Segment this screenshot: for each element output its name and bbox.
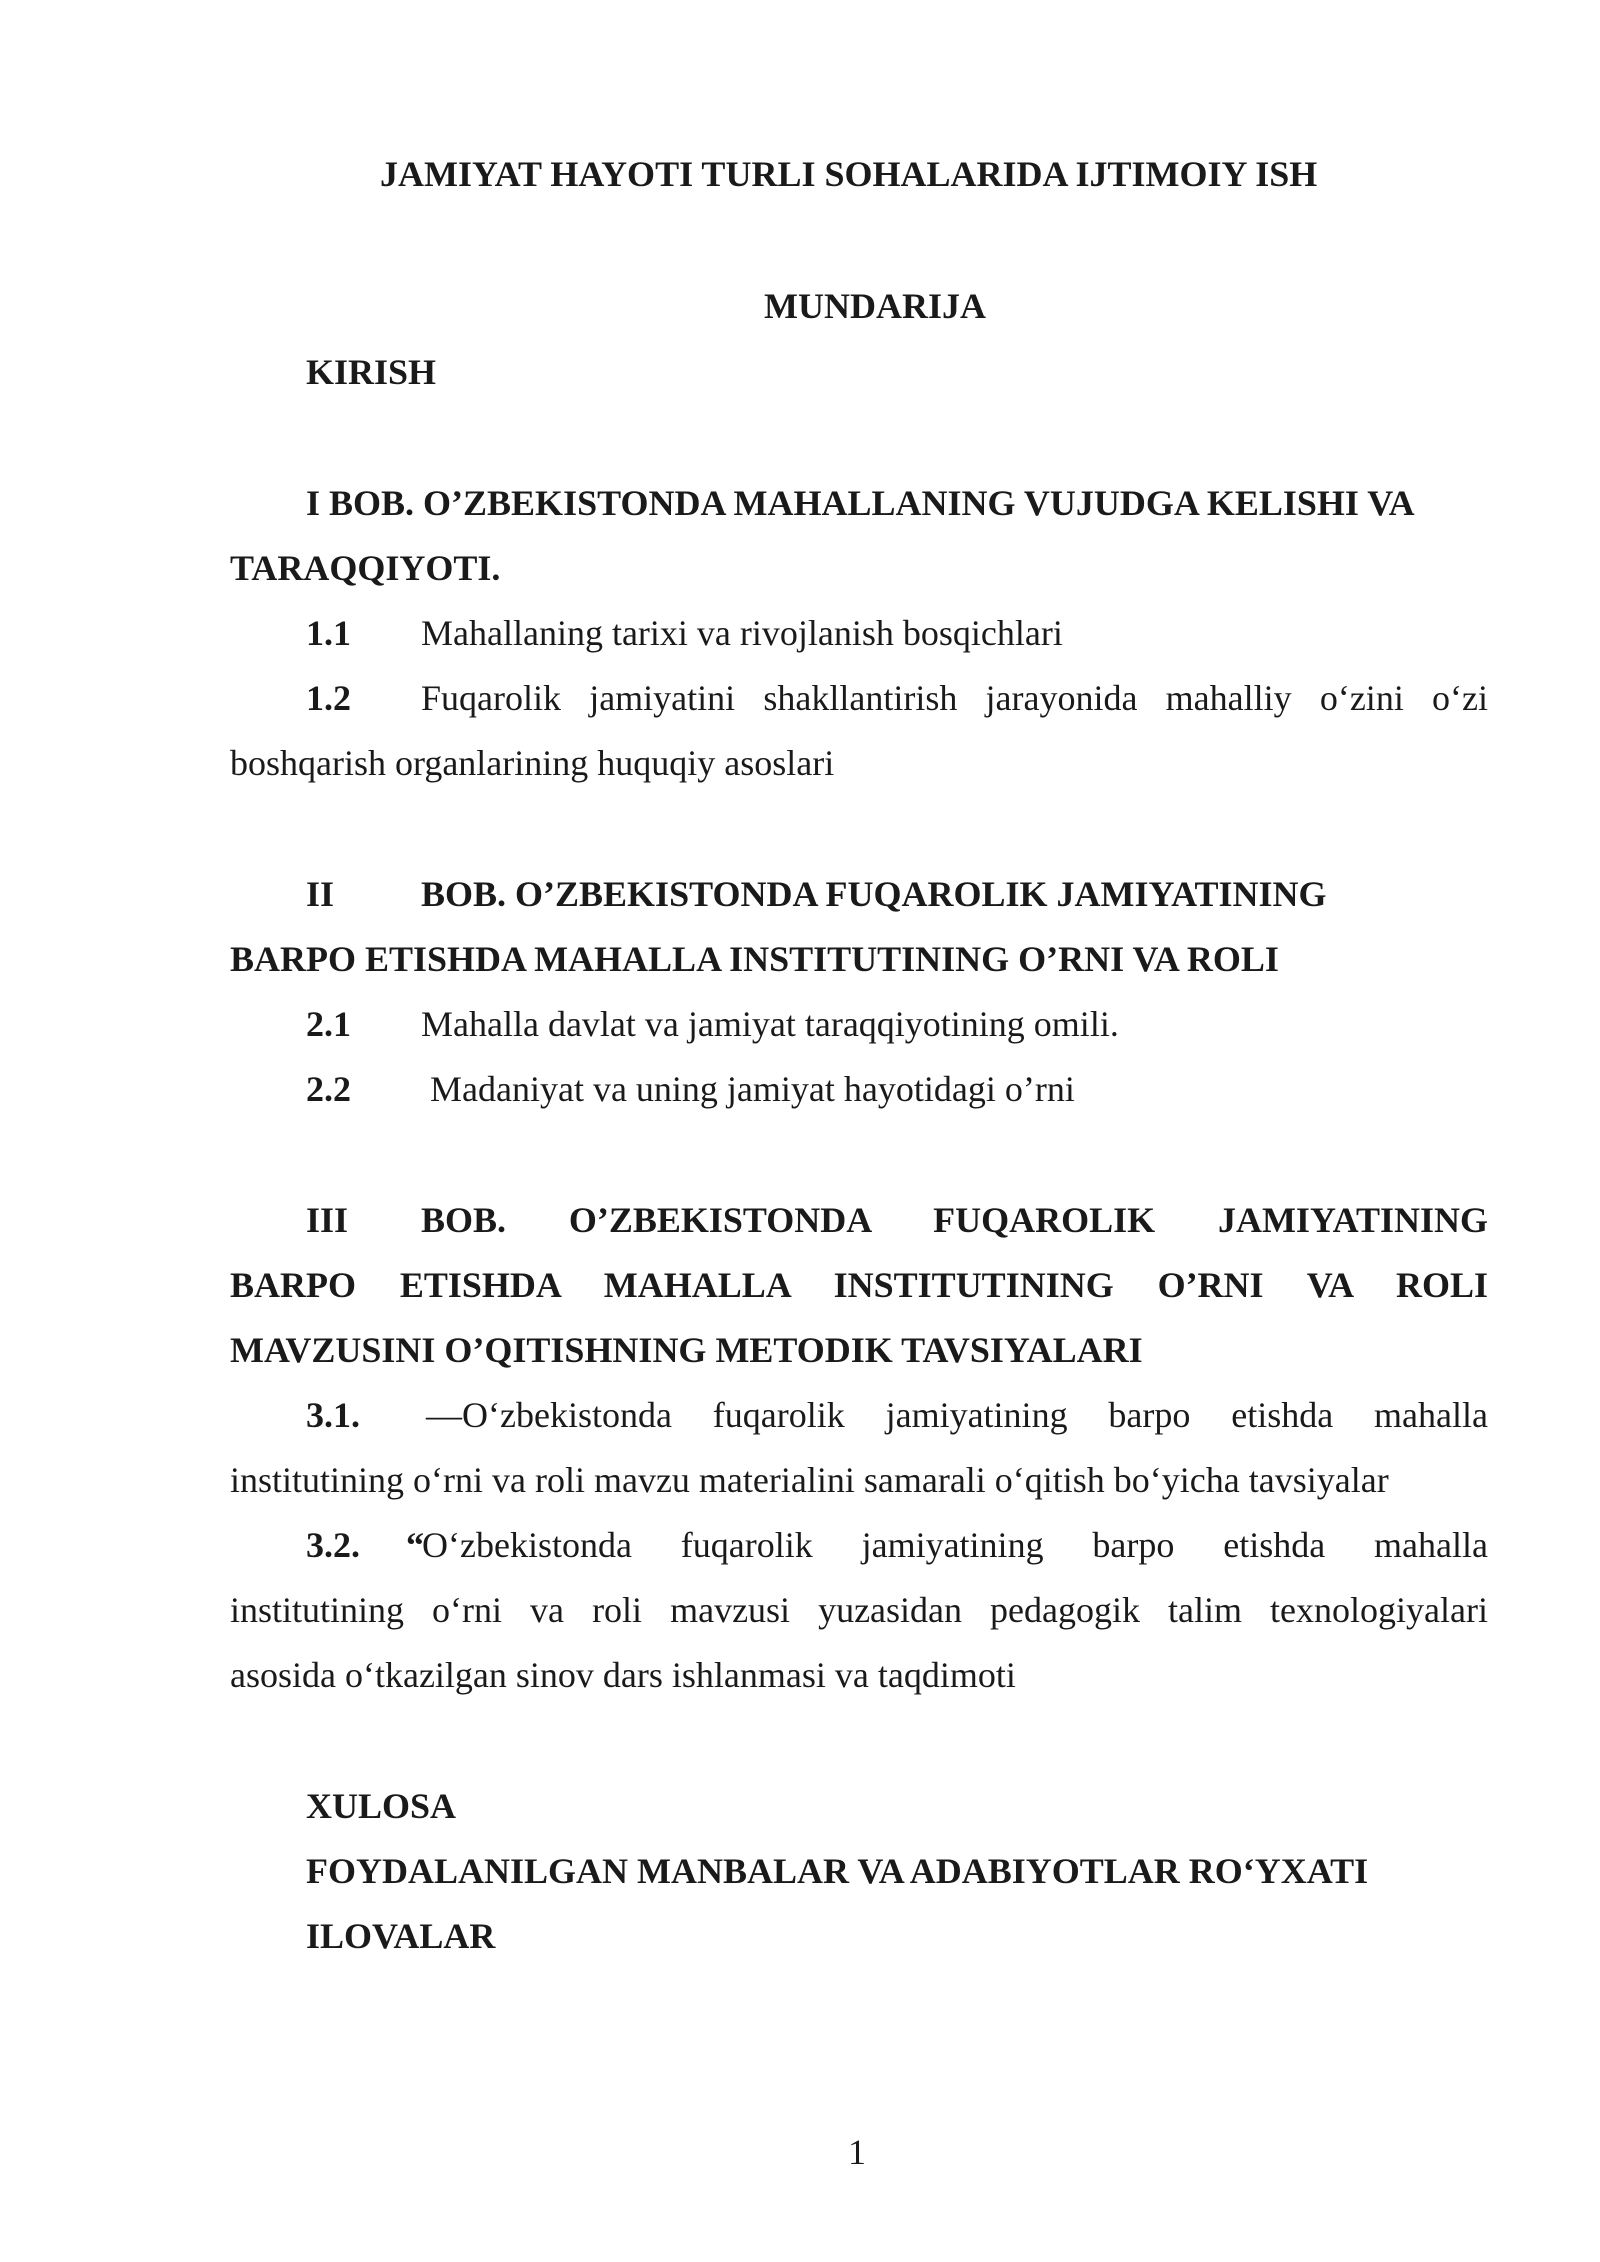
toc-intro[interactable] xyxy=(306,350,436,394)
toc-chapter-1-line-2[interactable]: TARAQQIYOTI. xyxy=(230,548,501,588)
toc-section-2-2-title[interactable]: Madaniyat va uning jamiyat hayotidagi o’rni xyxy=(430,1069,1075,1109)
section-number: 2.1 xyxy=(306,1004,351,1044)
toc-chapter-2-line-1[interactable]: BOB. O’ZBEKISTONDA FUQAROLIK JAMIYATINING xyxy=(421,874,1327,914)
toc-chapter-2-line-2[interactable]: BARPO ETISHDA MAHALLA INSTITUTINING O’RNI VA ROLI xyxy=(230,939,1279,979)
toc-section-2-2[interactable] xyxy=(306,1067,351,1111)
toc-chapter-2-number[interactable]: II xyxy=(306,874,335,914)
toc-section-3-2-title-line-3[interactable]: asosida o‘tkazilgan sinov dars ishlanmasi va taqdimoti xyxy=(230,1655,1016,1695)
section-number: 2.2 xyxy=(306,1069,351,1109)
toc-references[interactable]: FOYDALANILGAN MANBALAR VA ADABIYOTLAR RO‘YXATI xyxy=(306,1851,1369,1891)
toc-chapter-3-number[interactable]: III xyxy=(306,1200,349,1240)
toc-section-3-1-title-line-1[interactable]: —O‘zbekistonda fuqarolik jamiyatining barpo etishda mahalla xyxy=(426,1395,1488,1435)
toc-chapter-3-line-3[interactable]: MAVZUSINI O’QITISHNING METODIK TAVSIYALARI xyxy=(230,1330,1143,1370)
page-number: 1 xyxy=(848,2132,866,2172)
toc-section-2-1[interactable] xyxy=(306,1002,351,1046)
toc-chapter-3-line-1[interactable]: BOB. O’ZBEKISTONDA FUQAROLIK JAMIYATINING xyxy=(421,1200,1488,1240)
toc-section-1-1-title[interactable]: Mahallaning tarixi va rivojlanish bosqichlari xyxy=(421,613,1063,653)
toc-section-3-1-title-line-2[interactable]: institutining o‘rni va roli mavzu materialini samarali o‘qitish bo‘yicha tavsiyalar xyxy=(230,1460,1389,1500)
toc-conclusion[interactable]: XULOSA xyxy=(306,1786,457,1826)
toc-section-1-1[interactable] xyxy=(306,611,351,655)
contents-heading: MUNDARIJA xyxy=(764,286,986,326)
toc-section-3-2-title-line-1[interactable]: O‘zbekistonda fuqarolik jamiyatining barpo etishda mahalla xyxy=(422,1525,1488,1565)
toc-section-1-2[interactable] xyxy=(306,676,351,720)
section-number: 1.2 xyxy=(306,678,351,718)
section-number: 3.1. xyxy=(306,1395,360,1435)
toc-chapter-3-line-2[interactable]: BARPO ETISHDA MAHALLA INSTITUTINING O’RNI VA ROLI xyxy=(230,1265,1488,1305)
opening-quote: “ xyxy=(406,1525,424,1565)
toc-section-3-2[interactable] xyxy=(306,1523,360,1567)
toc-intro-label: KIRISH xyxy=(306,352,437,392)
toc-appendices[interactable]: ILOVALAR xyxy=(306,1916,496,1956)
section-number: 3.2. xyxy=(306,1525,360,1565)
toc-section-3-1[interactable] xyxy=(306,1393,360,1437)
toc-section-2-1-title[interactable]: Mahalla davlat va jamiyat taraqqiyotining omili. xyxy=(421,1004,1119,1044)
section-number: 1.1 xyxy=(306,613,351,653)
toc-section-1-2-title-line-2[interactable]: boshqarish organlarining huquqiy asoslari xyxy=(230,743,835,783)
toc-section-1-2-title-line-1[interactable]: Fuqarolik jamiyatini shakllantirish jarayonida mahalliy o‘zini o‘zi xyxy=(421,678,1488,718)
document-title: JAMIYAT HAYOTI TURLI SOHALARIDA IJTIMOIY ISH xyxy=(380,154,1318,194)
toc-chapter-1-line-1[interactable]: I BOB. O’ZBEKISTONDA MAHALLANING VUJUDGA KELISHI VA xyxy=(306,483,1415,523)
toc-section-3-2-title-line-2[interactable]: institutining o‘rni va roli mavzusi yuzasidan pedagogik talim texnologiyalari xyxy=(230,1590,1488,1630)
